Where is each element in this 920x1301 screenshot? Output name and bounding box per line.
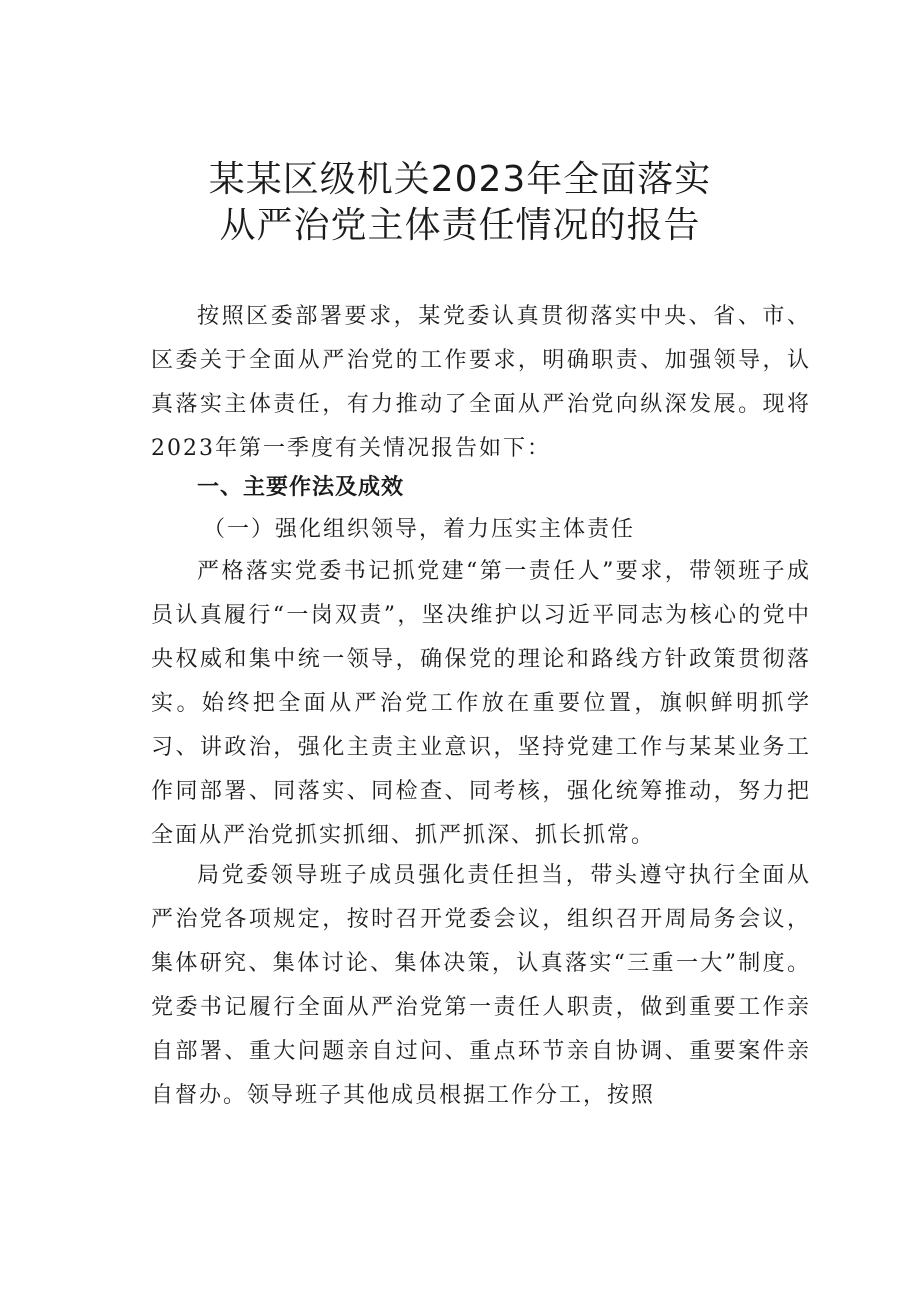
intro-paragraph: 按照区委部署要求，某党委认真贯彻落实中央、省、市、区委关于全面从严治党的工作要求，明确职责、加强领导，认真落实主体责任，有力推动了全面从严治党向纵深发展。现将2023年第一季度有关情况报告如下： <box>151 304 811 461</box>
document-title-line-1: 某某区级机关2023年全面落实 <box>208 159 712 200</box>
document-title-line-2: 从严治党主体责任情况的报告 <box>219 205 701 246</box>
subsection-heading: （一）强化组织领导，着力压实主体责任 <box>203 517 636 542</box>
body-paragraph-1: 严格落实党委书记抓党建“第一责任人”要求，带领班子成员认真履行“一岗双责”，坚决维护以习近平同志为核心的党中央权威和集中统一领导，确保党的理论和路线方针政策贯彻落实。始终把全面从严治党工作放在重要位置，旗帜鲜明抓学习、讲政治，强化主责主业意识，坚持党建工作与某某业务工作同部署、同落实、同检查、同考核，强化统筹推动，努力把全面从严治党抓实抓细、抓严抓深、抓长抓常。 <box>151 559 811 848</box>
section-heading: 一、主要作法及成效 <box>197 475 405 500</box>
body-paragraph-2: 局党委领导班子成员强化责任担当，带头遵守执行全面从严治党各项规定，按时召开党委会议，组织召开周局务会议，集体研究、集体讨论、集体决策，认真落实“三重一大”制度。党委书记履行全面从严治党第一责任人职责，做到重要工作亲自部署、重大问题亲自过问、重点环节亲自协调、重要案件亲自督办。领导班子其他成员根据工作分工，按照 <box>151 863 811 1108</box>
